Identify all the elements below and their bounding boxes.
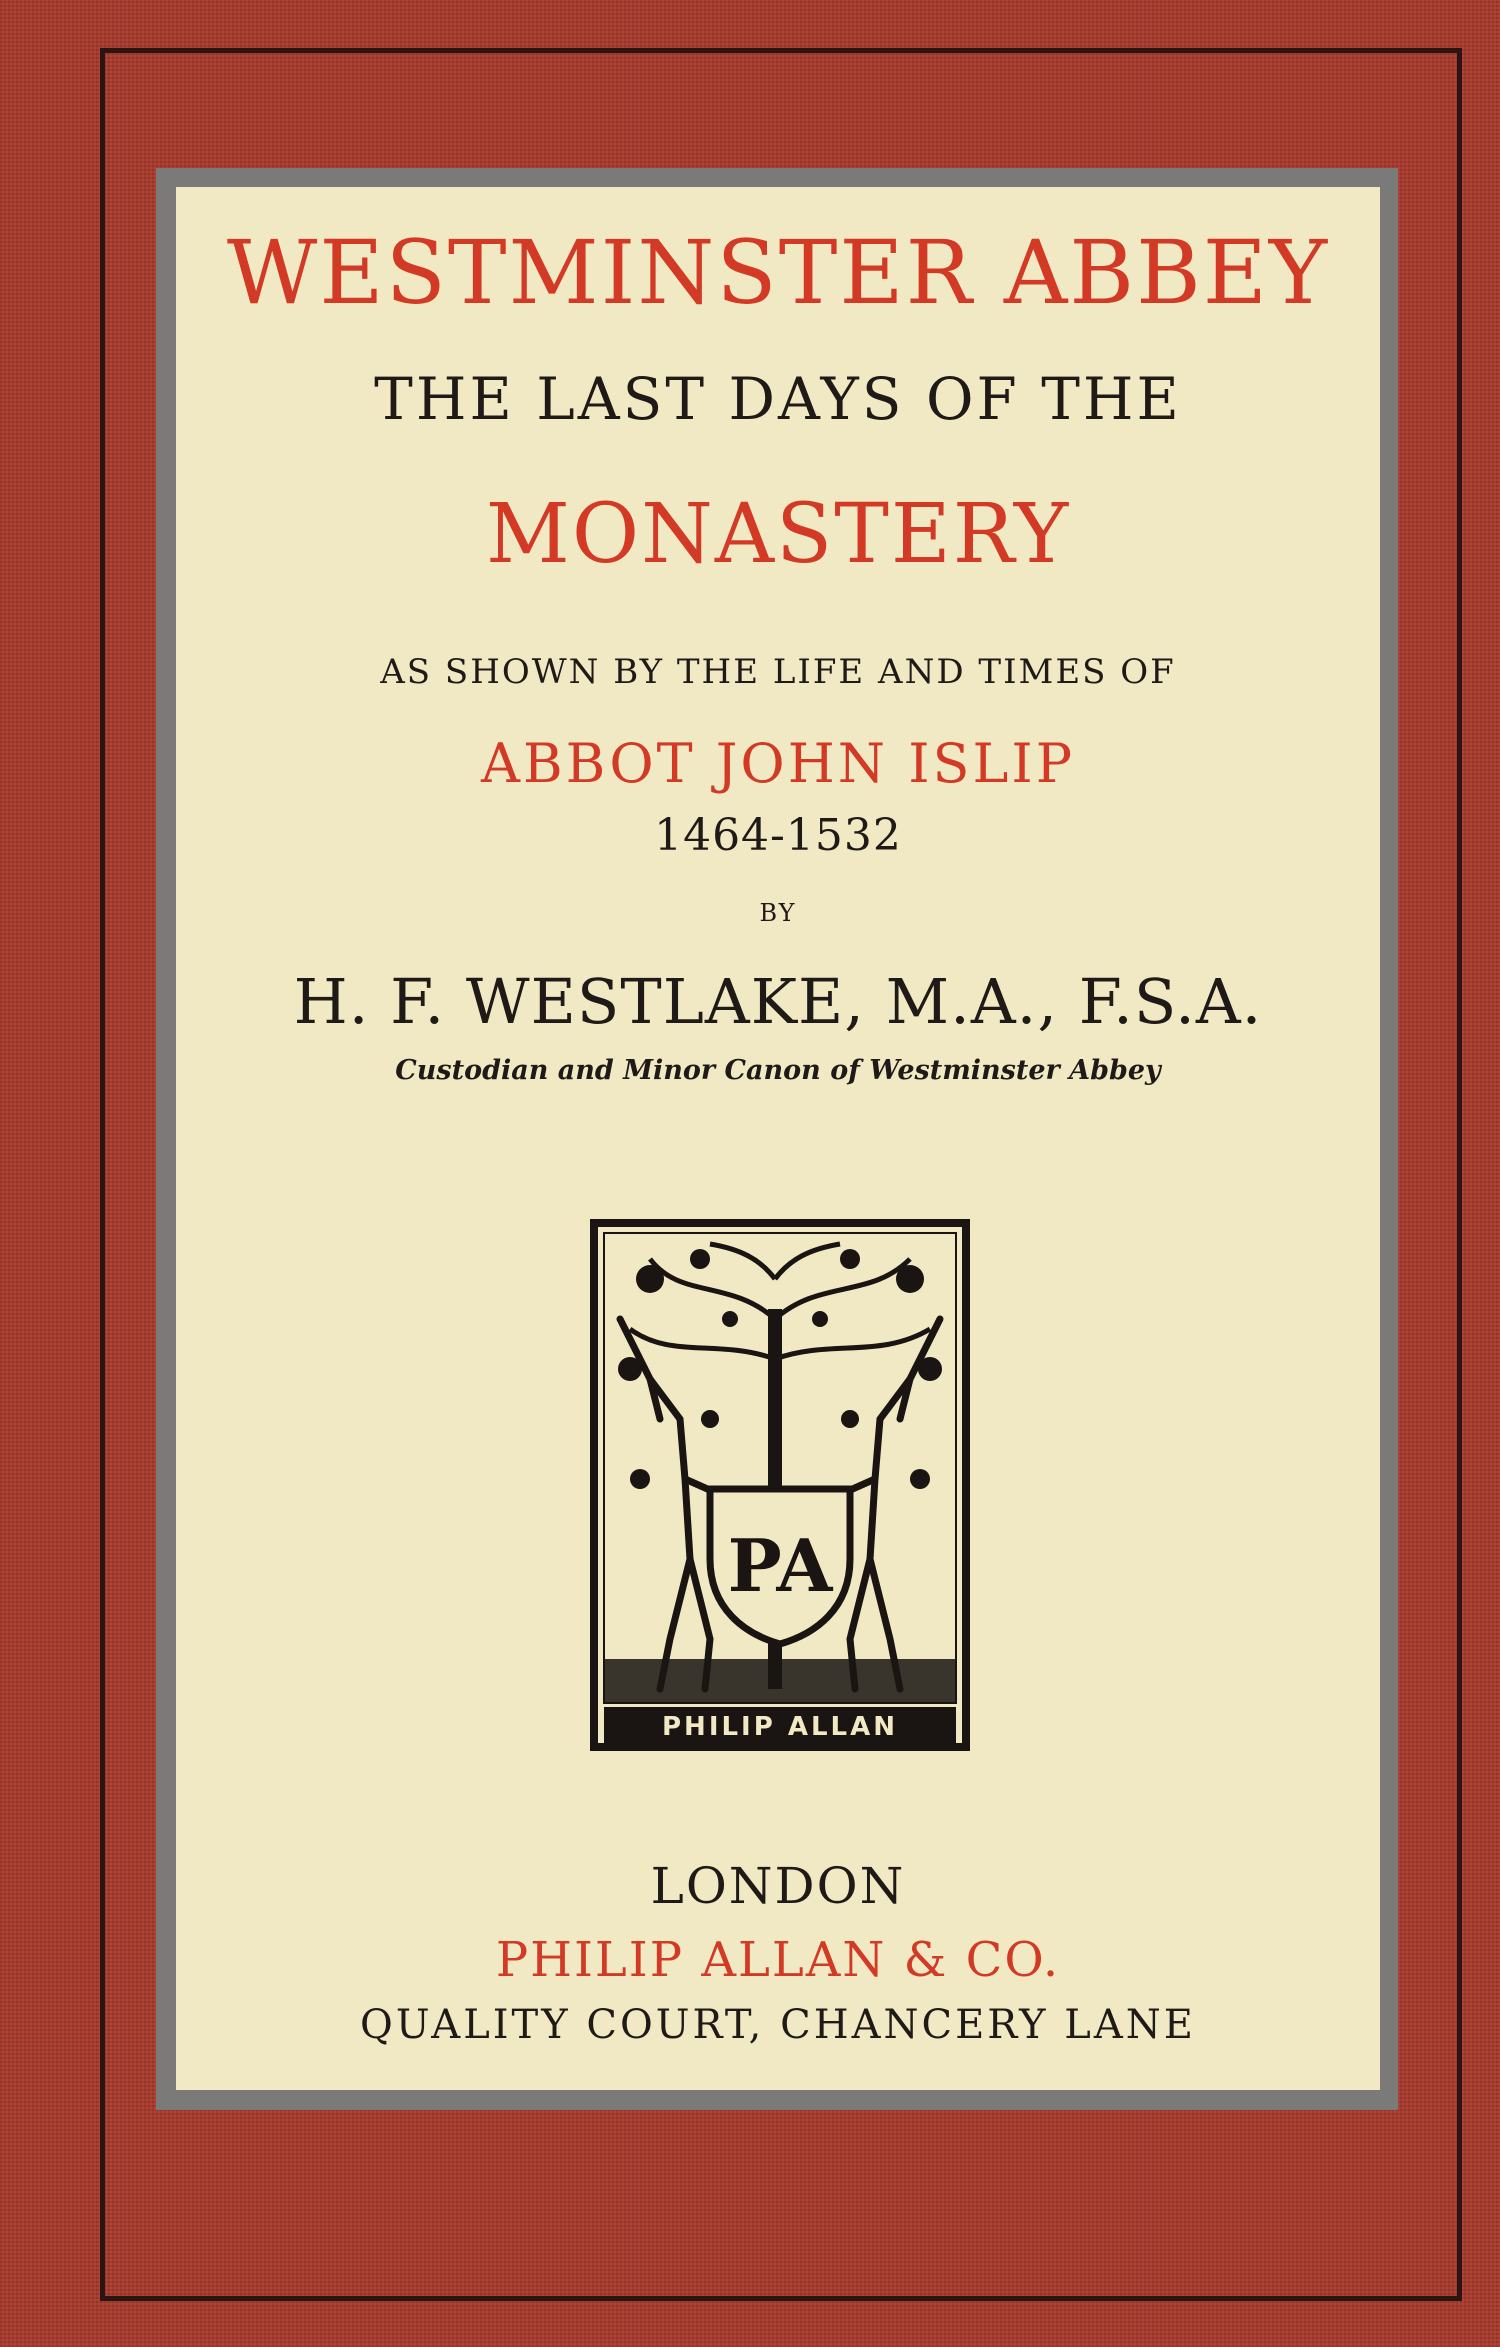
imprint-city: LONDON — [650, 1857, 906, 1915]
printers-mark-banner: PHILIP ALLAN — [662, 1712, 898, 1742]
book-title: WESTMINSTER ABBEY — [226, 221, 1330, 324]
author-name: H. F. WESTLAKE, M.A., F.S.A. — [293, 965, 1263, 1038]
subject-dates: 1464-1532 — [654, 810, 902, 861]
author-role: Custodian and Minor Canon of Westminster Abbey — [395, 1055, 1161, 1086]
subject-name: ABBOT JOHN ISLIP — [480, 732, 1076, 795]
by-line: BY — [759, 899, 797, 927]
subtitle-intro: AS SHOWN BY THE LIFE AND TIMES OF — [380, 652, 1176, 692]
book-subtitle-line1: THE LAST DAYS OF THE — [374, 365, 1182, 433]
printers-mark-woodcut — [590, 1219, 970, 1751]
printers-mark-monogram: PA — [727, 1523, 833, 1608]
book-subtitle-line2: MONASTERY — [485, 487, 1071, 582]
imprint-address: QUALITY COURT, CHANCERY LANE — [360, 2002, 1196, 2048]
title-page-label — [176, 187, 1380, 2090]
imprint-publisher: PHILIP ALLAN & CO. — [495, 1932, 1061, 1988]
